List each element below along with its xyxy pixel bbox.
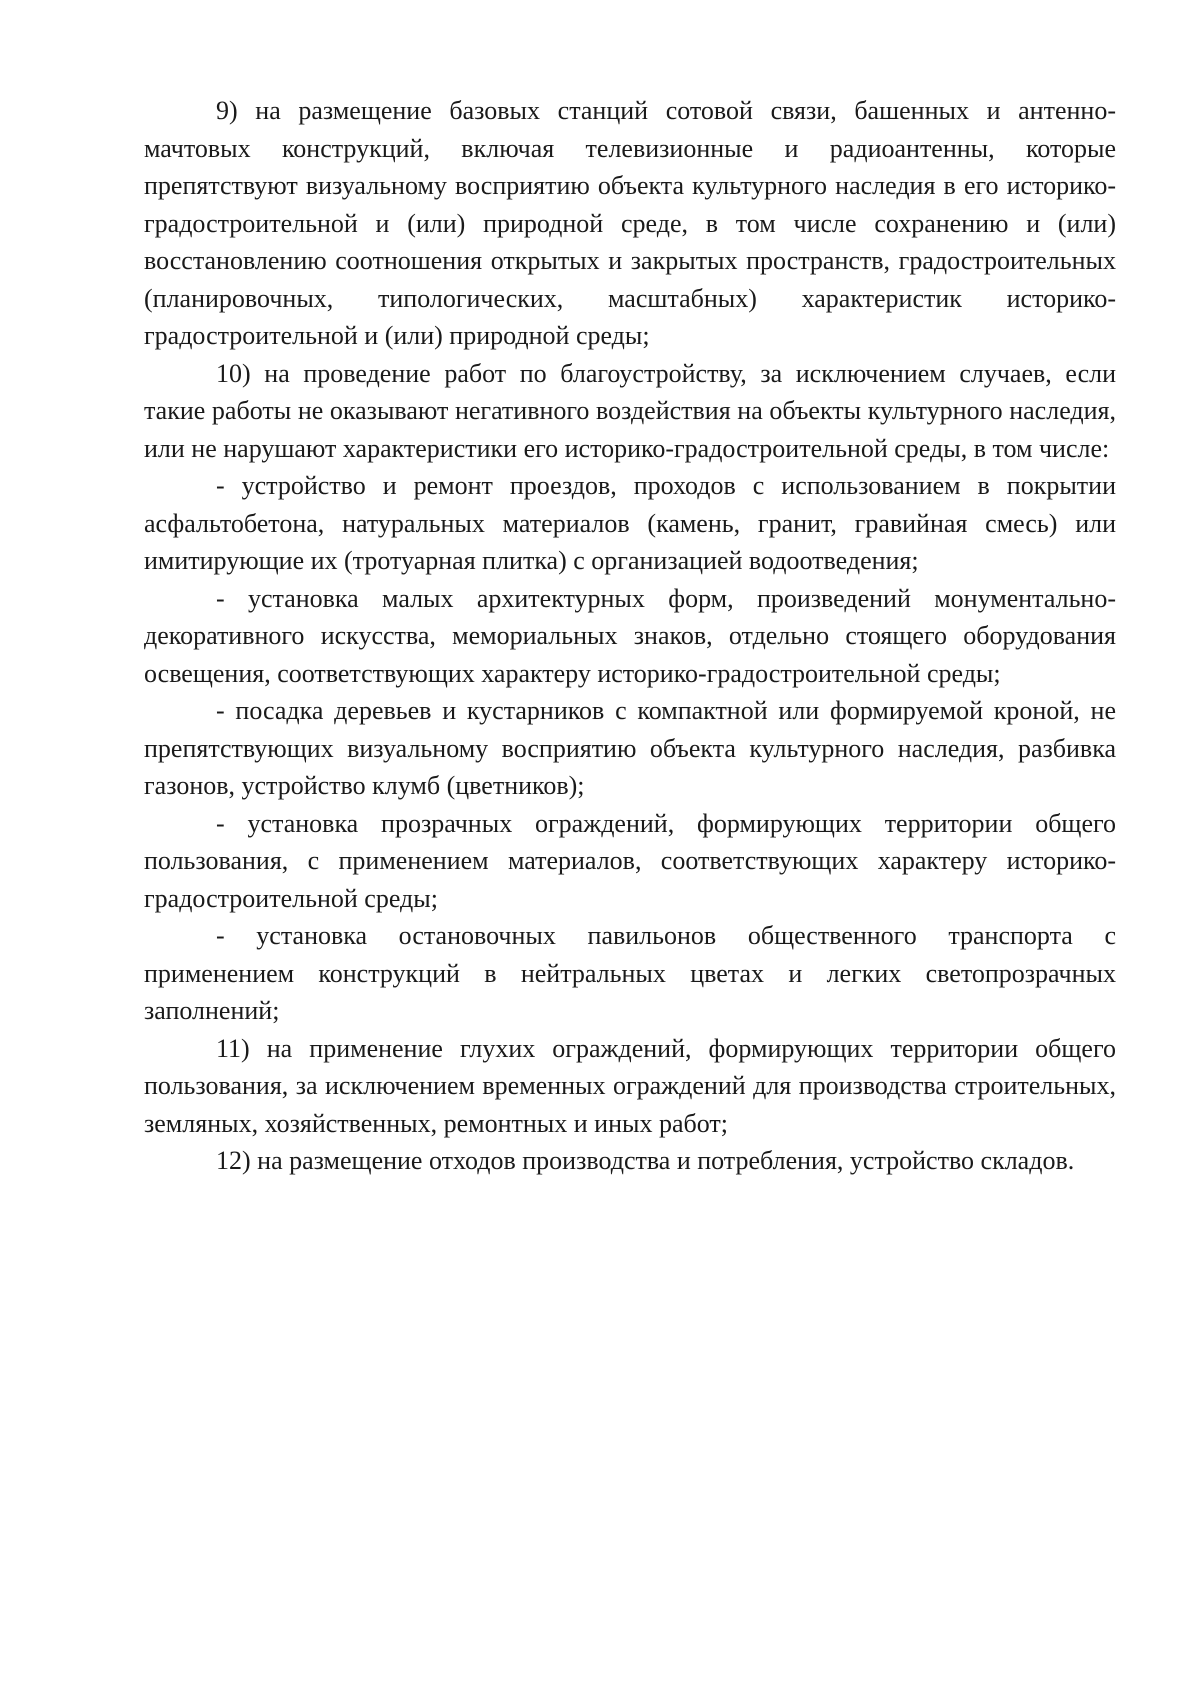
document-body (144, 92, 1116, 1180)
paragraph-subitem-planting: - посадка деревьев и кустарников с компактной или формируемой кроной, не препятствующих визуальному восприятию объекта культурного наследия, разбивка газонов, устройство клумб (цветников); (144, 696, 1116, 800)
paragraph-item-11: 11) на применение глухих ограждений, формирующих территории общего пользования, за исключением временных ограждений для производства строительных, земляных, хозяйственных, ремонтных и иных работ; (144, 1033, 1116, 1138)
paragraph-subitem-pavilions: - установка остановочных павильонов общественного транспорта с применением конструкций в нейтральных цветах и легких светопрозрачных заполнений; (144, 921, 1116, 1025)
paragraph-subitem-roads: - устройство и ремонт проездов, проходов с использованием в покрытии асфальтобетона, натуральных материалов (камень, гранит, гравийная смесь) или имитирующие их (тротуарная плитка) с организацией водоотведения; (144, 471, 1116, 575)
paragraph-subitem-small-forms: - установка малых архитектурных форм, произведений монументально-декоративного искусства, мемориальных знаков, отдельно стоящего оборудования освещения, соответствующих характеру историко-градостроительной среды; (144, 583, 1116, 688)
paragraph-subitem-fences: - установка прозрачных ограждений, формирующих территории общего пользования, с применением материалов, соответствующих характеру историко-градостроительной среды; (144, 808, 1116, 913)
paragraph-item-12: 12) на размещение отходов производства и потребления, устройство складов. (216, 1146, 1075, 1175)
paragraph-item-9: 9) на размещение базовых станций сотовой связи, башенных и антенно-мачтовых конструкций, включая телевизионные и радиоантенны, которые препятствуют визуальному восприятию объекта культурного наследия в его историко-градостроительной и (или) природной среде, в том числе сохранению и (или) восстановлению соотношения открытых и закрытых пространств, градостроительных (планировочных, типологических, масштабных) характеристик историко-градостроительной и (или) природной среды; (144, 96, 1116, 350)
paragraph-item-10: 10) на проведение работ по благоустройству, за исключением случаев, если такие работы не оказывают негативного воздействия на объекты культурного наследия, или не нарушают характеристики его историко-градостроительной среды, в том числе: (144, 358, 1116, 463)
